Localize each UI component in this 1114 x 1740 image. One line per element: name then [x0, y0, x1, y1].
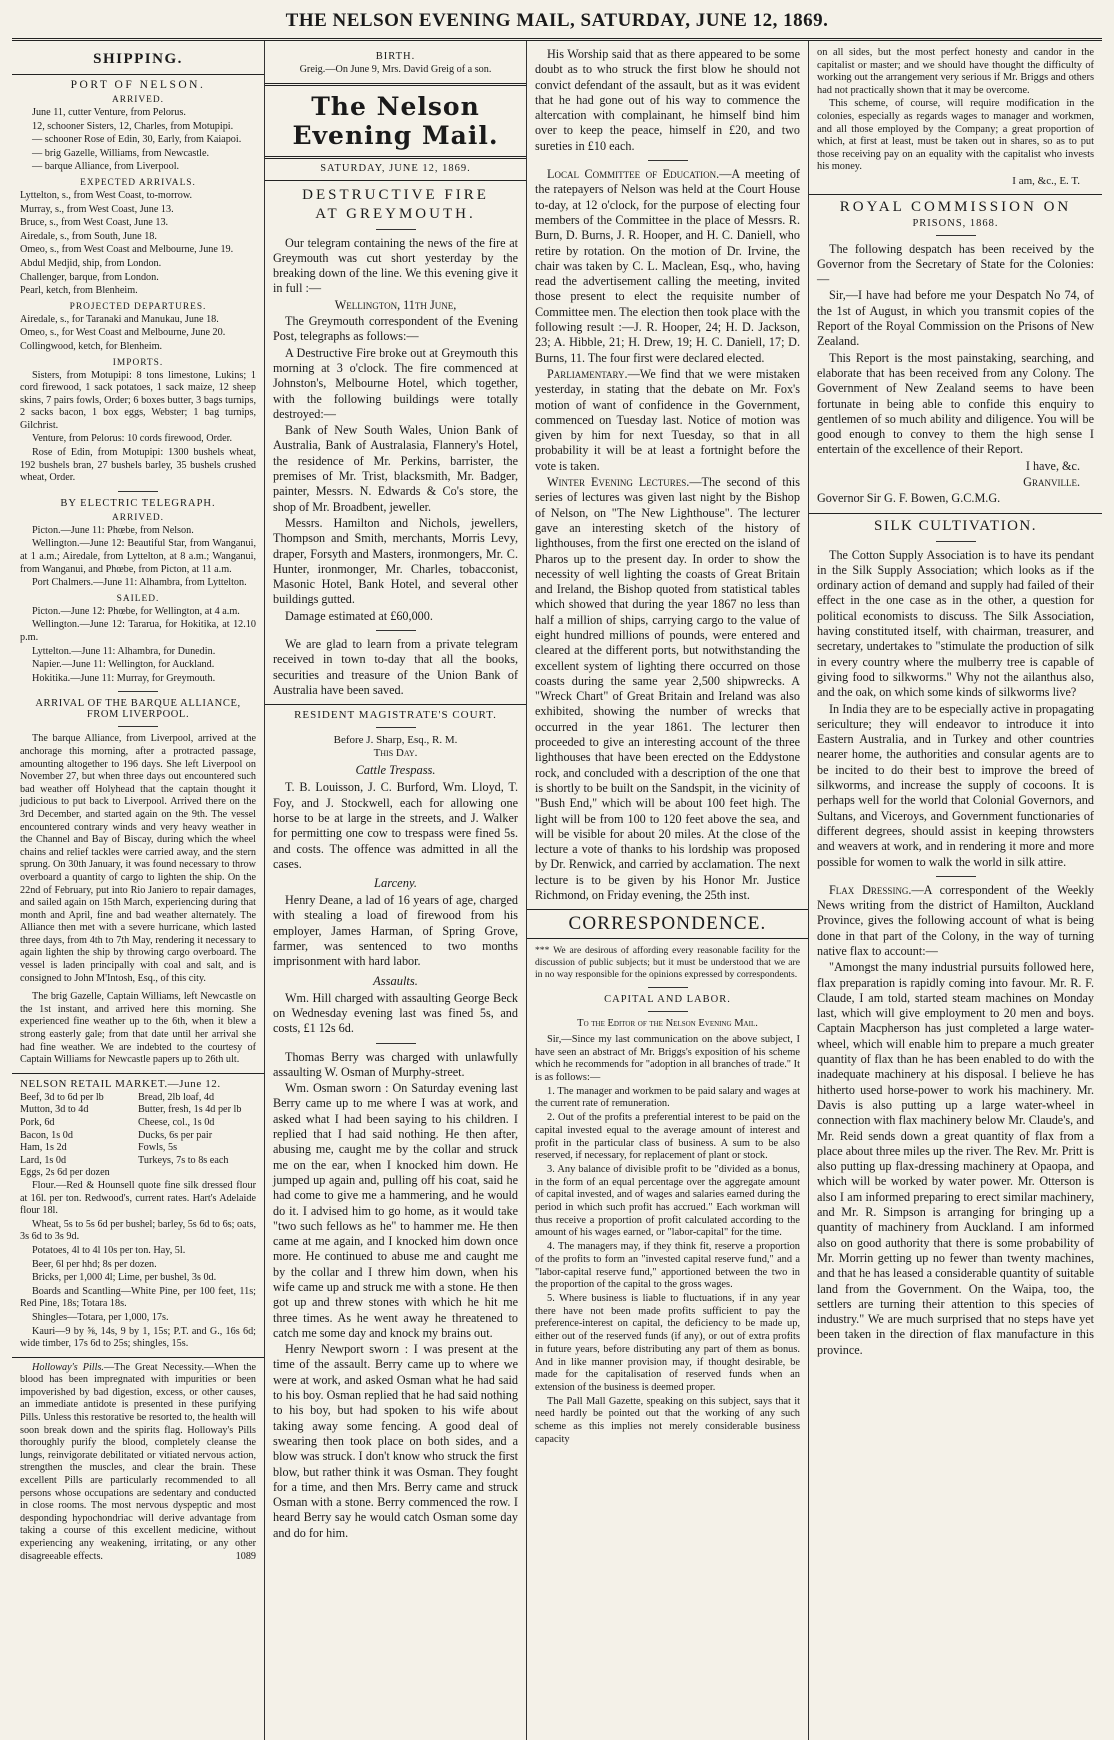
paragraph: on all sides, but the most perfect honesty and candor in the capitalist or master; and we should have thought the difficulty of working out the arrangement very serious if Mr. Briggs and others had not practically shown that it may be overcome.	[817, 47, 1094, 96]
paragraph: Bank of New South Wales, Union Bank of Australia, Bank of Australasia, Flannery's Hotel, the residence of Mr. Perkins, barrister, the premises of Mr. Trist, blacksmith, Mr. Badger, painter, Messrs. N. Edwards & Co's store, the shop of Mr. Broadbent, jeweller.	[273, 423, 518, 514]
holloway-text: —The Great Necessity.—When the blood has been impregnated with impurities or been impoverished by bad digestion, excess, or other causes, an immediate antidote is presented in these purifying Pills. Unless this restorative be resorted to, the health will soon break down and the spirits flag. Holloway's Pills thoroughly purify the blood, completely cleanse the lungs, reinvigorate debilitated or vitiated nervous action, strengthen the muscles, and clear the brain. These excellent Pills are particularly recommended to all persons whose occupations are sedentary and conducted in close rooms. The most nervous dyspeptic and most desponding hypochondriac will derive advantage from taking a course of this excellent medicine, without experiencing any weakening, irritating, or any other disagreeable effects.	[20, 1361, 256, 1562]
list-item: Lyttelton, s., from West Coast, to-morrow.	[20, 189, 193, 201]
columns	[12, 41, 1102, 1740]
fire-title: DESTRUCTIVE FIRE	[302, 186, 489, 203]
paragraph: Our telegram containing the news of the fire at Greymouth was cut short yesterday by the breaking down of the line. We this evening give it in full :—	[273, 235, 518, 296]
expected-list	[20, 190, 256, 298]
list-item: Wellington.—June 12: Beautiful Star, from Wanganui, at 1 a.m.; Airedale, from Lyttelton, at 8 a.m.; Wanganui, from Wanganui, and Phœbe, from Picton, at 11 a.m.	[20, 538, 256, 575]
paragraph: Henry Deane, a lad of 16 years of age, charged with stealing a load of firewood from his employer, James Harman, of Spring Grove, farmer, was sentenced to two months imprisonment with hard labor.	[273, 893, 518, 969]
column-2	[264, 41, 526, 1740]
to-editor: To the Editor of the Nelson Evening Mail.	[577, 1018, 758, 1030]
arrived-title: ARRIVED.	[111, 95, 164, 105]
paragraph: Messrs. Hamilton and Nichols, jewellers, Thompson and Smith, merchants, Morris Levy, draper, Forsyth and Masters, ironmongers, Mr. C. Hunter, ironmonger, Mr. Charles, tobacconist, Masonic Hotel, Bank Hotel, and several other buildings gutted.	[273, 515, 518, 607]
table-cell: Ducks, 6s per pair	[138, 1129, 213, 1141]
table-cell: Butter, fresh, 1s 4d per lb	[138, 1104, 242, 1116]
parl-text: —We find that we were mistaken yesterday, in stating that the debate on Mr. Fox's motion of want of confidence in the Government, commenced on Tuesday last. Notice of motion was given by him for next Tuesday, so that in all probability it will be at least a fortnight before the vote is taken.	[535, 366, 800, 473]
list-item: June 11, cutter Venture, from Pelorus.	[32, 107, 186, 118]
divider	[936, 876, 976, 877]
royal-title: ROYAL COMMISSION ON	[839, 198, 1072, 215]
expected-title: EXPECTED ARRIVALS.	[80, 177, 196, 188]
market-table	[20, 1092, 256, 1180]
paragraph: Kauri—9 by ⅝, 14s, 9 by 1, 15s; P.T. and G., 16s 6d; wide timber, 17s 6d to 25s; shingles, 15s.	[20, 1325, 256, 1350]
holloway-lead: Holloway's Pills.	[32, 1361, 104, 1373]
paragraph: The Greymouth correspondent of the Evening Post, telegraphs as follows:—	[273, 314, 518, 344]
tel-arrived-list	[20, 525, 256, 590]
divider	[809, 513, 1102, 514]
tel-sailed-title: SAILED.	[116, 593, 160, 604]
list-item: Collingwood, ketch, for Blenheim.	[20, 340, 163, 352]
nameplate: The Nelson Evening Mail.	[292, 91, 499, 150]
list-item: Omeo, s., for West Coast and Melbourne, June 20.	[20, 327, 226, 339]
list-item: 12, schooner Sisters, 12, Charles, from Motupipi.	[32, 120, 234, 132]
column-3	[526, 41, 808, 1740]
column-1	[12, 41, 264, 1740]
paragraph: His Worship said that as there appeared to be some doubt as to who struck the first blow he should not convict defendant of the assault, but as it was evident that he had gone out of his way to commence the altercation with complainant, he himself bind him over to keep the peace, himself in £20, and two sureties in £10 each.	[535, 47, 800, 153]
paragraph: The Cotton Supply Association is to have its pendant in the Silk Supply Association; which looks as if the ordinary action of demand and supply had failed of their effect in the one case as in the other, a question for political economists to discuss. The Silk Association, having constituted itself, with chairman, treasurer, and secretary, undertakes to "stimulate the production of silk in every country where the mulberry tree is capable of giving food to silkworms." Why not the ailanthus also, and the oak, on which some kinds of silkworms live?	[817, 547, 1094, 700]
paragraph: 4. The managers may, if they think fit, reserve a proportion of the profits to form an "invested capital reserve fund," and a "labor-capital reserve fund," apportioned between the two in the proportion of the capital to the gross wages.	[535, 1241, 800, 1291]
paragraph: "Amongst the many industrial pursuits followed here, flax preparation is rapidly coming into favour. Mr. R. F. Claude, I am told, started steam machines on Monday last, which will give employment to 20 men and boys. Captain Macpherson has just completed a large water-wheel, which will enable him to prepare a much greater quantity of flax than he has been enabled to do with the inadequate machinery at his disposal. I believe he has hitherto used horse-power to work his machinery. Mr. Davis is also putting up a large water-wheel in connection with flax machinery below Mr. Claude's, and Mr. Reid sends down a great quantity of flax from a place about three miles up the river. The Rev. Mr. Pritt is also putting up flax-dressing machinery at Opaopa, and which will be worked by water power. Mr. Otterson is also I am informed preparing to erect similar machinery, and Mr. R. Simpson is arranging for bringing up a quantity of machinery from Auckland. I am informed also on good authority that there is some probability of Mr. Morrin getting up no fewer than twenty machines, and that he has leased a considerable quantity of suitable land from the Government. On the Waipa, too, the settlers are turning their attention to this species of industry." We are much surprised that no steps have yet been taken in the direction of flax manufacture in this province.	[817, 960, 1094, 1357]
list-item: Venture, from Pelorus: 10 cords firewood, Order.	[32, 433, 233, 445]
local-text: —A meeting of the ratepayers of Nelson was held at the Court House to-day, at 12 o'clock, for the purpose of electing four members of the Committee in the place of Messrs. R. Burn, D. Burns, J. R. Hooper, and H. C. Daniell, who retire by rotation. On the motion of Dr. Irvine, the chair was taken by C. L. Maclean, Esq., who, having read the advertisement calling the meeting, invited those present to elect the requisite number of Committee men. The election then took place with the following result :—J. R. Hooper, 24; H. D. Jackson, 23; A. Hibble, 21; H. Drew, 19; H. C. Daniell, 17; D. Burns, 11. The four first were declared elected.	[535, 167, 800, 365]
paragraph: Wheat, 5s to 5s 6d per bushel; barley, 5s 6d to 6s; oats, 3s 6d to 3s 9d.	[20, 1218, 256, 1243]
table-cell	[138, 1167, 256, 1180]
signature: I am, &c., E. T.	[1012, 174, 1080, 187]
list-item: Airedale, s., for Taranaki and Manukau, June 18.	[20, 313, 219, 325]
paragraph: The barque Alliance, from Liverpool, arrived at the anchorage this morning, after a protracted passage, amounting altogether to 196 days. She left Liverpool on November 27, but when three days out encountered such bad weather off Holyhead that the captain thought it judicious to put back to Liverpool. Arrived there on the 3rd December, and started again on the 9th. The vessel encountered contrary winds and very heavy weather in the Channel and Bay of Biscay, during which the wheel chains and relief tackles were carried away, and the stern sprung. On 30th January, it was found necessary to throw overboard a quantity of cargo to lighten the ship. On the 22nd of February, put into Rio Janiero to repair damages, and sailed again on 15th March, experiencing during that month and April, fine and bad weather alternately. The Alliance then met with a severe hurricane, which lasted three days, from 4th to 7th May, rendering it necessary to again lighten the ship by throwing cargo overboard. The vessel is laden principally with coal and salt, and is consigned to John M'Intosh, Esq., of this city.	[20, 733, 256, 984]
divider	[265, 156, 526, 159]
paragraph: In India they are to be especially active in propagating sericulture; they will endeavor to introduce it into Eastern Australia, and in Turkey and other countries nearer home, the authorities and consular agents are to be incited to do their best to improve the breed of silkworms, and increase the supply of cocoons. It is perhaps well for the world that Colonial Governors, and Sultans, and Viceroys, and Government functionaries of different degrees, should assist in keeping throwsters and weavers at work, and in rendering it more and more possible for women to walk the world in silk attire.	[817, 701, 1094, 869]
divider	[12, 74, 264, 75]
paragraph: 3. Any balance of divisible profit to be "divided as a bonus, in the form of an equal percentage over the aggregate amount of capital invested, and of wages and salaries earned during the period in which such profit has accrued." Each workman will thus receive a proportion of profit calculated according to the amount of his wages earned, or "labor-capital" for the time.	[535, 1163, 800, 1239]
table-row	[20, 1104, 256, 1117]
worship-article	[535, 47, 800, 154]
divider	[648, 987, 688, 988]
paragraph: This Report is the most painstaking, searching, and elaborate that has been received from any Colony. The Government of New Zealand seems to have been fortunate in being able to confide this enquiry to gentlemen of so much ability and diligence. You will be good enough to convey to them the high sense I entertain of the excellence of their Report.	[817, 350, 1094, 457]
flax-text: —A correspondent of the Weekly News writing from the district of Hamilton, Auckland Province, gives the following account of what is being done in that part of the Colony, in the way of turning native flax to account:—	[817, 882, 1094, 958]
divider	[936, 235, 976, 236]
fire-title-line-2: AT GREYMOUTH.	[315, 205, 476, 222]
local-lead: Local Committee of Education.	[547, 167, 720, 182]
tel-arrived-title: ARRIVED.	[111, 512, 164, 523]
table-row	[20, 1092, 256, 1105]
royal-addressee: Governor Sir G. F. Bowen, G.C.M.G.	[817, 491, 1001, 506]
alliance-article	[20, 733, 256, 1066]
list-item: Wellington.—June 12: Tararua, for Hokitika, at 12.10 p.m.	[20, 619, 256, 643]
table-row	[20, 1117, 256, 1130]
list-item: Hokitika.—June 11: Murray, for Greymouth.	[32, 672, 216, 684]
port-title: PORT OF NELSON.	[70, 79, 206, 91]
telegraph-title: BY ELECTRIC TELEGRAPH.	[60, 497, 216, 509]
letter	[535, 1034, 800, 1447]
capital-title: CAPITAL AND LABOR.	[604, 994, 731, 1006]
table-cell: Pork, 6d	[20, 1117, 55, 1128]
list-item: Airedale, s., from South, June 18.	[20, 230, 157, 242]
list-item: Challenger, barque, from London.	[20, 271, 159, 283]
winter-text: —The second of this series of lectures was given last night by the Bishop of Nelson, on "The New Lighthouse". The lecturer gave an interesting sketch of the history of lighthouses, from the first one erected on the island of Pharos up to the present day. In order to show the necessity of well lighting the coasts of Great Britain and Ireland, the Bishop quoted from statistical tables which showed that during the year 1867 no less than half a million of ships, carrying cargo to the value of eight hundred millions of pounds, were entered and cleared at the different ports, but notwithstanding the excellent system of lighting there occurred on those coasts during the same year 2,500 shipwrecks. A "Wreck Chart" of Great Britain and Ireland was also exhibited, showing the number of wrecks that occurred in the year 1861. The lecturer then proceeded to give an interesting account of the three lighthouses that have been erected on the Eddystone rock, and concluded with a description of the one that is shortly to be built on the Sandspit, in the vicinity of "Bush End," which will be about 100 feet high. The light will be from 100 to 120 feet above the sea, and will be visible for about 20 miles. At the close of the lecture a vote of thanks to his lordship was proposed by Dr. Renwick, and carried by acclamation. The next lecture is to be given by his Honor Mr. Justice Richmond, on Friday evening, the 25th inst.	[535, 475, 800, 903]
paragraph: 1. The manager and workmen to be paid salary and wages at the current rate of remuneration.	[535, 1085, 800, 1110]
paragraph: Sir,—Since my last communication on the above subject, I have seen an abstract of Mr. Briggs's exposition of his scheme which he recommends for "adoption in all branches of trade." It is as follows:—	[535, 1033, 800, 1084]
list-item: Abdul Medjid, ship, from London.	[20, 257, 162, 269]
paragraph: The following despatch has been received by the Governor from the Secretary of State for the Colonies:—	[817, 241, 1094, 287]
divider	[376, 630, 416, 631]
paragraph: Henry Newport sworn : I was present at the time of the assault. Berry came up to where we were at work, and asked Osman what he had said to his boy. Osman replied that he had said nothing to his boy, but had spoken to his wife about taking away some fencing. A good deal of swearing then took place on both sides, and a blow was struck. I don't know who struck the first blow, but rather think it was Osman. They fought for a time, and then Mrs. Berry came and struck Osman with a stone. Berry commenced the row. I heard Berry say he would catch Osman some day and do for him.	[273, 1342, 518, 1540]
paragraph: 5. Where business is liable to fluctuations, if in any year there have not been made profits sufficient to pay the preference-interest on capital, the deficiency to be made up, either out of the reserved funds (if any), or out of extra profits in future years, before distributing any part of them as bonus. And in like manner provision may, if thought desirable, be made for the capitalisation of reserved funds when an extension of the business is deemed proper.	[535, 1292, 800, 1393]
list-item: — barque Alliance, from Liverpool.	[32, 161, 180, 173]
divider	[648, 1011, 688, 1012]
larceny-title: Larceny.	[374, 876, 417, 891]
divider	[118, 491, 158, 492]
table-row	[20, 1142, 256, 1155]
table-cell: Turkeys, 7s to 8s each	[138, 1154, 229, 1166]
tel-sailed-list	[20, 606, 256, 686]
court-title: RESIDENT MAGISTRATE'S COURT.	[294, 709, 497, 722]
silk-article	[817, 548, 1094, 870]
assaults-article	[273, 991, 518, 1037]
fire-article	[273, 236, 518, 699]
divider	[936, 541, 976, 542]
divider	[376, 229, 416, 230]
correspondence-note: *** We are desirous of affording every reasonable facility for the discussion of public subjects; but it must be understood that we are in no way responsible for the opinions expressed by correspondents.	[535, 945, 800, 981]
paragraph: A Destructive Fire broke out at Greymouth this morning at 3 o'clock. The fire commenced at Johnston's, Melbourne Hotel, which together, with the following buildings were totally destroyed:—	[273, 345, 518, 421]
alliance-title: ARRIVAL OF THE BARQUE ALLIANCE, FROM LIVERPOOL.	[35, 698, 241, 721]
arrived-list	[20, 107, 256, 174]
paragraph: Wellington, 11th June,	[334, 297, 457, 312]
flax-article	[817, 883, 1094, 1358]
shipping-title: SHIPPING.	[93, 51, 183, 67]
divider	[809, 194, 1102, 195]
divider	[12, 1357, 264, 1358]
divider	[376, 727, 416, 728]
winter-lead: Winter Evening Lectures.	[547, 475, 690, 490]
holloway-ref: 1089	[235, 1550, 256, 1562]
holloway-ad	[20, 1362, 256, 1564]
table-cell: Bacon, 1s 0d	[20, 1129, 73, 1141]
dateline: SATURDAY, JUNE 12, 1869.	[320, 162, 471, 174]
paragraph: This scheme, of course, will require modification in the colonies, especially as regards wages to manager and workmen, and all those employed by the Company; a great proportion of which, at first at least, must be taken out in shares, so as to put those receiving pay on an equality with the capitalist who invests his money.	[817, 98, 1094, 173]
paragraph: Thomas Berry was charged with unlawfully assaulting W. Osman of Murphy-street.	[273, 1049, 518, 1079]
cattle-title: Cattle Trespass.	[355, 763, 436, 778]
birth-title: BIRTH.	[375, 51, 416, 62]
table-cell: Lard, 1s 0d	[20, 1154, 67, 1166]
list-item: Omeo, s., from West Coast and Melbourne, June 19.	[20, 244, 234, 256]
masthead: THE NELSON EVENING MAIL, SATURDAY, JUNE 12, 1869.	[285, 10, 829, 31]
list-item: Picton.—June 11: Phœbe, from Nelson.	[32, 524, 194, 536]
paragraph: Flour.—Red & Hounsell quote fine silk dressed flour at 16l. per ton. Redwood's, current rates. Hart's Adelaide flour 18l.	[20, 1179, 256, 1217]
berry-article	[273, 1050, 518, 1542]
local-news	[535, 167, 800, 903]
assaults-title: Assaults.	[373, 973, 418, 988]
divider	[118, 726, 158, 727]
paragraph: Potatoes, 4l to 4l 10s per ton. Hay, 5l.	[32, 1244, 186, 1256]
larceny-article	[273, 893, 518, 969]
list-item: Picton.—June 12: Phœbe, for Wellington, at 4 a.m.	[32, 605, 240, 617]
list-item: Lyttelton.—June 11: Alhambra, for Dunedin.	[32, 645, 216, 657]
court-before: Before J. Sharp, Esq., R. M.	[333, 734, 458, 747]
royal-sig-name: Granville.	[1023, 474, 1080, 489]
list-item: Napier.—June 11: Wellington, for Auckland.	[32, 659, 215, 671]
divider	[12, 1073, 264, 1074]
list-item: — brig Gazelle, Williams, from Newcastle.	[32, 147, 210, 159]
paragraph: Wm. Osman sworn : On Saturday evening last Berry came up to me where I was at work, and asked what I had been saying to his children. I replied that I had said nothing. He then after, abusing me, caught me by the collar and struck me on the ear, when I knocked him down. He jumped up again and, pulling off his coat, said he had come to give me a hammering, and he would do it. I advised him to go home, as it would take "two such fellows as he" to hammer me. He then came at me again, and I knocked him down once more. He continued to abuse me and caught me by the collar and I threw him down, when his wife came up and struck me with a stone. He then got up and threw stones with which he hit me three times. As he went away he threatened to catch me some day and knock my brains out.	[273, 1081, 518, 1340]
paragraph: The brig Gazelle, Captain Williams, left Newcastle on the 1st instant, and arrived here this morning. She experienced fine weather up to the 6th, when it blew a strong easterly gale; from that date until her arrival she had fine weather. We are indebted to the courtesy of Captain Williams for Newcastle papers up to 26th ult.	[20, 991, 256, 1066]
table-row	[20, 1155, 256, 1168]
table-row	[20, 1167, 256, 1180]
market-notes	[20, 1180, 256, 1351]
divider	[376, 1043, 416, 1044]
table-cell: Eggs, 2s 6d per dozen	[20, 1167, 110, 1179]
table-cell: Ham, 1s 2d	[20, 1142, 67, 1154]
list-item: Bruce, s., from West Coast, June 13.	[20, 217, 169, 229]
table-cell: Cheese, col., 1s 0d	[138, 1117, 215, 1128]
list-item: Murray, s., from West Coast, June 13.	[20, 203, 174, 215]
parl-lead: Parliamentary.	[547, 366, 628, 381]
paragraph: Shingles—Totara, per 1,000, 17s.	[32, 1311, 169, 1323]
table-row	[20, 1130, 256, 1143]
divider	[265, 83, 526, 86]
paragraph: Damage estimated at £60,000.	[285, 608, 433, 623]
royal-article	[817, 242, 1094, 507]
imports-list	[20, 370, 256, 485]
table-cell: Mutton, 3d to 4d	[20, 1104, 89, 1116]
letter-continued	[817, 47, 1094, 174]
market-title: NELSON RETAIL MARKET.—June 12.	[20, 1077, 221, 1090]
column-4	[808, 41, 1102, 1740]
divider	[265, 180, 526, 181]
flax-lead: Flax Dressing.	[829, 882, 912, 897]
list-item: — schooner Rose of Edin, 30, Early, from Kaiapoi.	[32, 134, 242, 146]
royal-sig: I have, &c.	[1025, 458, 1080, 473]
royal-subtitle: PRISONS, 1868.	[912, 217, 999, 229]
cattle-article	[273, 780, 518, 872]
correspondence-title: CORRESPONDENCE.	[527, 909, 808, 939]
paragraph: Sir,—I have had before me your Despatch No 74, of the 1st of August, in which you transmit copies of the Report of the Royal Commission on the Prisons of New Zealand.	[817, 288, 1094, 349]
projected-title: PROJECTED DEPARTURES.	[69, 301, 207, 312]
imports-title: IMPORTS.	[112, 357, 164, 368]
list-item: Sisters, from Motupipi: 8 tons limestone, Lukins; 1 cord firewood, 1 sack potatoes, 1 sack maize, 12 sheep skins, 7 pairs fowls, Order; 6 boxes butter, 3 bags turnips, 2 sacks bacon, 1 box eggs, Webster; 1 bag turnips, Gilchrist.	[20, 369, 256, 431]
paragraph: Boards and Scantling—White Pine, per 100 feet, 11s; Red Pine, 18s; Totara 18s.	[20, 1285, 256, 1310]
divider	[265, 704, 526, 705]
divider	[118, 691, 158, 692]
court-day: This Day.	[373, 746, 418, 759]
silk-title: SILK CULTIVATION.	[873, 517, 1037, 534]
table-cell: Beef, 3d to 6d per lb	[20, 1091, 104, 1103]
paragraph: Wm. Hill charged with assaulting George Beck on Wednesday evening last was fined 5s, and costs, £1 12s 6d.	[273, 990, 518, 1036]
paragraph: 2. Out of the profits a preferential interest to be paid on the capital invested equal to the average amount of interest and profit in the particular class of business. A sum to be also reserved, if necessary, for replacement of plant or stock.	[535, 1112, 800, 1162]
list-item: Port Chalmers.—June 11: Alhambra, from Lyttelton.	[32, 577, 247, 589]
list-item: Rose of Edin, from Motupipi: 1300 bushels wheat, 192 bushels bran, 27 bushels barley, 35 bushels crushed wheat, Order.	[20, 447, 256, 484]
table-cell: Fowls, 5s	[138, 1142, 178, 1154]
paragraph: Beer, 6l per hhd; 8s per dozen.	[32, 1258, 157, 1270]
paragraph: The Pall Mall Gazette, speaking on this subject, says that it need hardly be pointed out that the working of any such scheme as this implies not merely considerable business capacity	[535, 1395, 800, 1445]
projected-list	[20, 314, 256, 354]
list-item: Pearl, ketch, from Blenheim.	[20, 285, 138, 297]
divider	[648, 160, 688, 161]
paragraph: We are glad to learn from a private telegram received in town to-day that all the books, securities and treasure of the Union Bank of Australia have been saved.	[273, 637, 518, 697]
paragraph: Bricks, per 1,000 4l; Lime, per bushel, 3s 0d.	[32, 1272, 217, 1284]
birth-notice: Greig.—On June 9, Mrs. David Greig of a son.	[299, 64, 492, 75]
paragraph: T. B. Louisson, J. C. Burford, Wm. Lloyd, T. Foy, and J. Stockwell, each for allowing one horse to be at large in the streets, and J. Walker for permitting one cow to trespass were fined 5s. and costs. The offence was admitted in all the cases.	[273, 780, 518, 871]
table-cell: Bread, 2lb loaf, 4d	[138, 1091, 215, 1103]
